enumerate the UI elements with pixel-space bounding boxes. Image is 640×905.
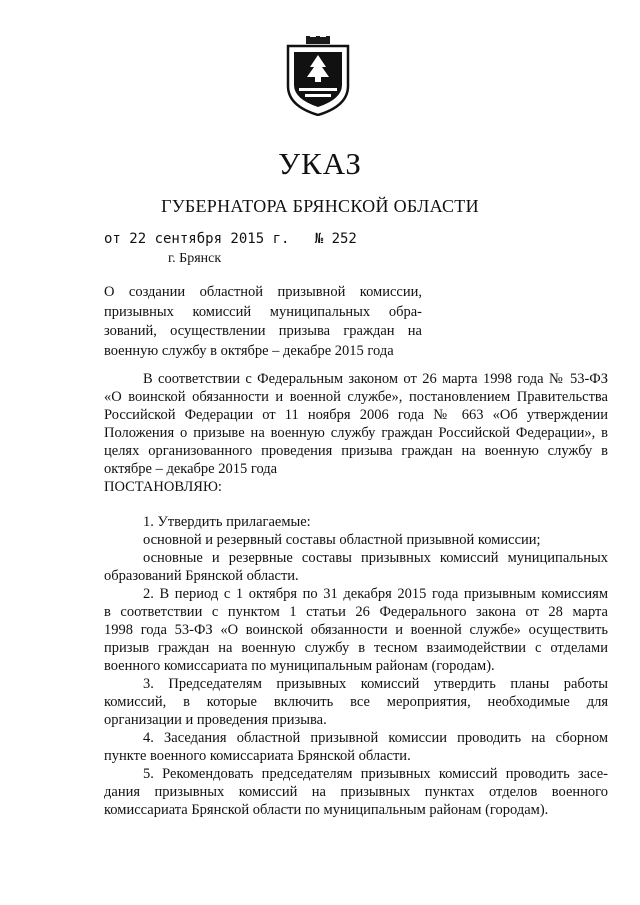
body-line: 2. В период с 1 октября по 31 декабря 2015 года призывным комиссиям [143,586,608,602]
subject-line: военную службу в октябре – декабре 2015 года [104,342,394,359]
body-line: целях организованного проведения призыва граждан на военную службу в [104,443,608,459]
body-line: 4. Заседания областной призывной комиссии проводить на сборном [143,730,608,746]
document-subtitle: ГУБЕРНАТОРА БРЯНСКОЙ ОБЛАСТИ [161,196,479,216]
body-line: пункте военного комиссариата Брянской области. [104,748,411,764]
body-line: комиссий, в которые включить все мероприятия, необходимые для [104,694,608,710]
body-line: основной и резервный составы областной призывной комиссии; [143,532,541,548]
body-line: ПОСТАНОВЛЯЮ: [104,479,222,495]
body-line: Российской Федерации от 11 ноября 2006 года № 663 «Об утверждении [104,407,608,423]
body-line: комиссариата Брянской области по муниципальным районам (городам). [104,802,549,818]
body-line: октябре – декабре 2015 года [104,461,278,477]
date-and-number: от 22 сентября 2015 г. № 252 [104,231,357,247]
body-line: Положения о призыве на военную службу граждан Российской Федерации», в [104,425,608,441]
body-line: 1. Утвердить прилагаемые: [143,514,311,530]
decree-subject [104,283,422,361]
subject-line: зований, осуществлении призыва граждан на [104,323,422,339]
subject-line: О создании областной призывной комиссии, [104,284,422,300]
body-line: призыв граждан на военную службу в тесном взаимодействии с отделами [104,640,608,656]
city: г. Брянск [168,251,222,266]
body-line: 5. Рекомендовать председателям призывных комиссий проводить засе- [143,766,608,782]
body-line: основные и резервные составы призывных комиссий муниципальных [143,550,608,566]
body-line: образований Брянской области. [104,568,299,584]
body-line: дания призывных комиссий на призывных пунктах отделов военного [104,784,608,800]
body-line: 3. Председателям призывных комиссий утвердить планы работы [143,676,608,692]
document-title: УКАЗ [278,146,362,181]
body-line: «О воинской обязанности и военной службе», постановлением Правительства [104,389,608,405]
coat-of-arms-icon [285,36,351,116]
body-line: в соответствии с пунктом 1 статьи 26 Федерального закона от 28 марта [104,604,608,620]
body-line: В соответствии с Федеральным законом от 26 марта 1998 года № 53-ФЗ [143,371,608,387]
body-line: организации и проведения призыва. [104,712,327,728]
subject-line: призывных комиссий муниципальных обра- [104,303,422,320]
body-line: военного комиссариата по муниципальным районам (городам). [104,658,495,674]
body-line: 1998 года 53-ФЗ «О воинской обязанности и военной службе» осуществить [104,622,608,638]
